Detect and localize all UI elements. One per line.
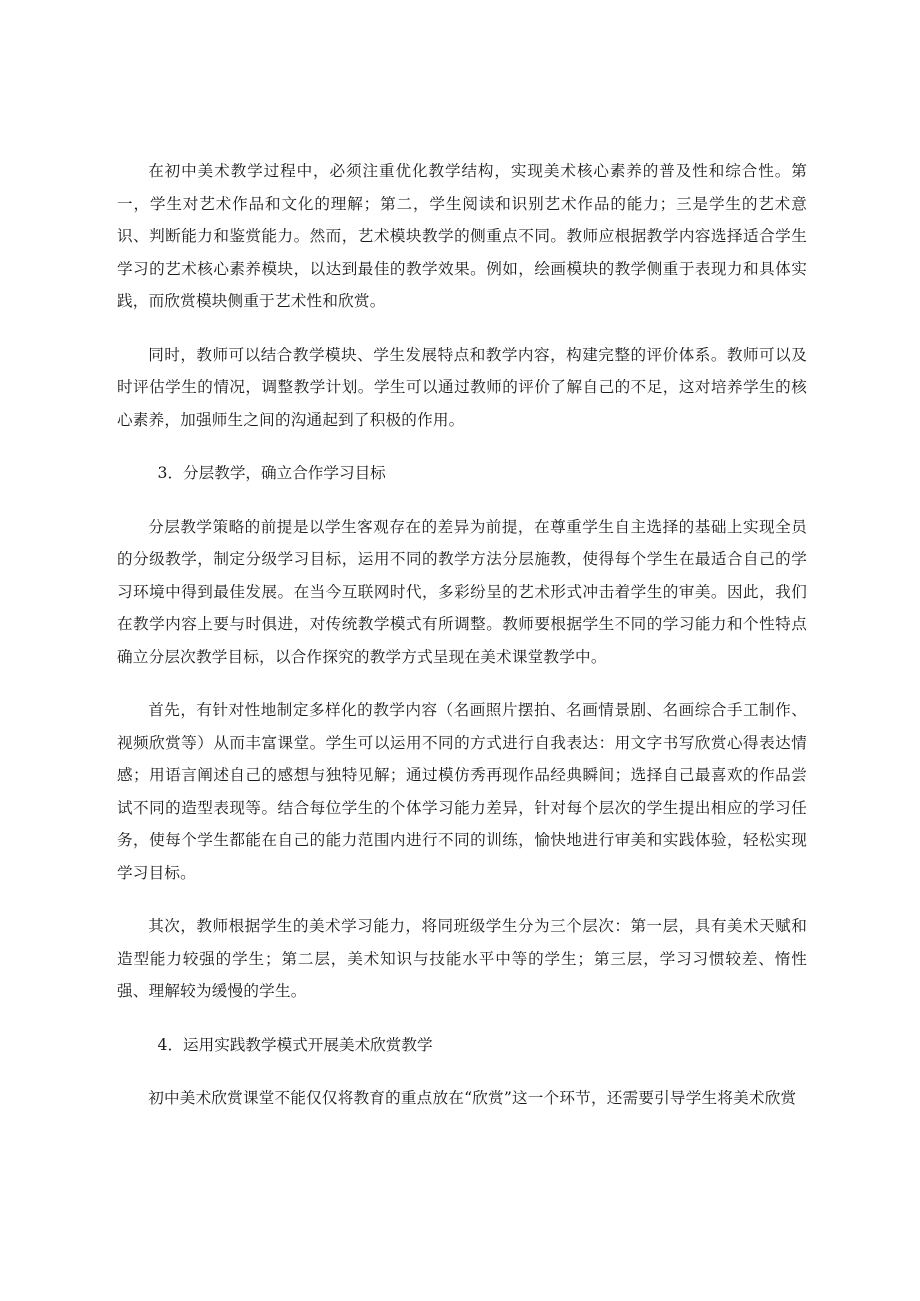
paragraph-core-literacy: 在初中美术教学过程中，必须注重优化教学结构，实现美术核心素养的普及性和综合性。第一，学生对艺术作品和文化的理解；第二，学生阅读和识别艺术作品的能力；三是学生的艺术意识、判断能力和鉴赏能力。然而，艺术模块教学的侧重点不同。教师应根据教学内容选择适合学生学习的艺术核心素养模块，以达到最佳的教学效果。例如，绘画模块的教学侧重于表现力和具体实践，而欣赏模块侧重于艺术性和欣赏。 — [117, 162, 807, 310]
section-heading-4: 4．运用实践教学模式开展美术欣赏教学 — [157, 1035, 433, 1054]
paragraph-evaluation-system: 同时，教师可以结合教学模块、学生发展特点和教学内容，构建完整的评价体系。教师可以及时评估学生的情况，调整教学计划。学生可以通过教师的评价了解自己的不足，这对培养学生的核心素养，加强师生之间的沟通起到了积极的作用。 — [117, 345, 807, 429]
section-heading-3: 3．分层教学，确立合作学习目标 — [157, 464, 386, 482]
document-body — [117, 155, 807, 1136]
paragraph-appreciation-class: 初中美术欣赏课堂不能仅仅将教育的重点放在“欣赏”这一个环节，还需要引导学生将美术欣赏 — [148, 1089, 797, 1107]
paragraph-second-three-levels: 其次，教师根据学生的美术学习能力，将同班级学生分为三个层次：第一层，具有美术天赋和造型能力较强的学生；第二层，美术知识与技能水平中等的学生；第三层，学习习惯较差、惰性强、理解较为缓慢的学生。 — [117, 917, 807, 1000]
paragraph-first-diverse-content: 首先，有针对性地制定多样化的教学内容（名画照片摆拍、名画情景剧、名画综合手工制作、视频欣赏等）从而丰富课堂。学生可以运用不同的方式进行自我表达：用文字书写欣赏心得表达情感；用语言阐述自己的感想与独特见解；通过模仿秀再现作品经典瞬间；选择自己最喜欢的作品尝试不同的造型表现等。结合每位学生的个体学习能力差异，针对每个层次的学生提出相应的学习任务，使每个学生都能在自己的能力范围内进行不同的训练，愉快地进行审美和实践体验，轻松实现学习目标。 — [117, 701, 807, 882]
paragraph-layered-teaching: 分层教学策略的前提是以学生客观存在的差异为前提，在尊重学生自主选择的基础上实现全员的分级教学，制定分级学习目标，运用不同的教学方法分层施教，使得每个学生在最适合自己的学习环境中得到最佳发展。在当今互联网时代，多彩纷呈的艺术形式冲击着学生的审美。因此，我们在教学内容上要与时俱进，对传统教学模式有所调整。教师要根据学生不同的学习能力和个性特点确立分层次教学目标，以合作探究的教学方式呈现在美术课堂教学中。 — [117, 517, 807, 666]
